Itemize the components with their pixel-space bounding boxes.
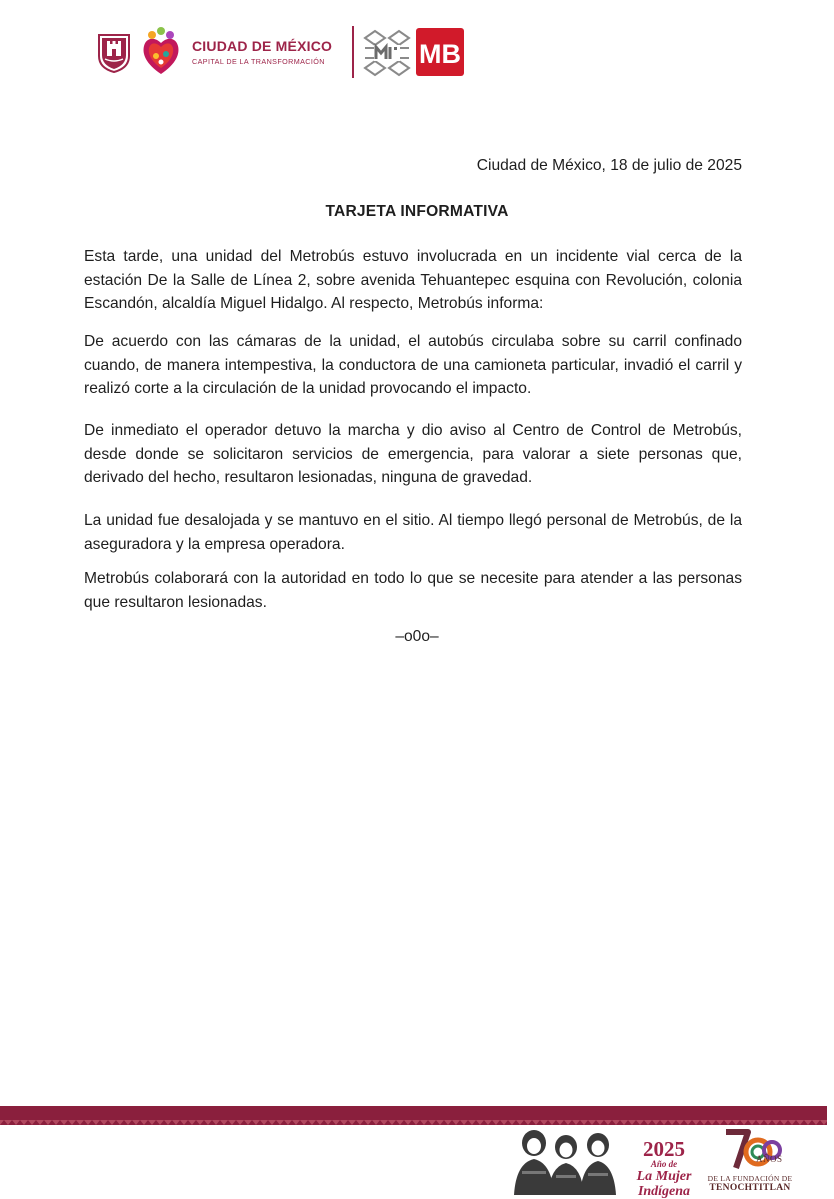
- paragraph-4: La unidad fue desalojada y se mantuvo en el sitio. Al tiempo llegó personal de Metrobús, de la aseguradora y la empresa operadora.: [84, 512, 742, 553]
- footer-bar: [0, 1106, 827, 1120]
- year-line-1: Año de: [650, 1159, 678, 1169]
- year-of-indigenous-woman: [634, 1138, 694, 1199]
- city-subtitle: CAPITAL DE LA TRANSFORMACIÓN: [192, 57, 325, 66]
- cdmx-heart-logo-icon: [140, 26, 182, 78]
- cdmx-coat-of-arms-icon: [96, 32, 132, 74]
- metrobus-logo-text: MB: [419, 39, 461, 69]
- paragraph-3: De inmediato el operador detuvo la marcha y dio aviso al Centro de Control de Metrobús, desde donde se solicitaron servicios de emergencia, para valorar a siete personas que, derivado del hecho, resultaron lesionadas, ninguna de gravedad.: [84, 422, 742, 486]
- tenochtitlan-anniversary-logo: [702, 1128, 798, 1196]
- cdmx-wordmark: [192, 38, 332, 66]
- header-logos: [94, 24, 474, 82]
- paragraph-2: De acuerdo con las cámaras de la unidad, el autobús circulaba sobre su carril confinado cuando, de manera intempestiva, la conductora de una camioneta particular, invadió el carril y realizó corte a la circulación de la unidad provocando el impacto.: [84, 333, 742, 397]
- closing-mark: –o0o–: [395, 628, 439, 645]
- document-date: Ciudad de México, 18 de julio de 2025: [476, 157, 742, 174]
- indigenous-women-illustration-icon: [504, 1125, 632, 1195]
- metrobus-logo: [416, 28, 464, 76]
- document-title: TARJETA INFORMATIVA: [325, 203, 509, 220]
- paragraph-5: Metrobús colaborará con la autoridad en todo lo que se necesite para atender a las personas que resultaron lesionadas.: [84, 570, 742, 611]
- metro-logo-icon: [362, 28, 412, 78]
- footer-pattern: [0, 1120, 827, 1125]
- header-divider: [352, 26, 354, 78]
- metrobus-mark-icon: [416, 28, 464, 76]
- year-number: 2025: [643, 1137, 685, 1161]
- anniversary-line-2: TENOCHTITLAN: [709, 1183, 791, 1193]
- year-line-3: Indígena: [637, 1184, 691, 1199]
- seventy-emblem-icon: [722, 1128, 782, 1172]
- year-line-2: La Mujer: [636, 1169, 692, 1184]
- paragraph-1: Esta tarde, una unidad del Metrobús estuvo involucrada en un incidente vial cerca de la estación De la Salle de Línea 2, sobre avenida Tehuantepec esquina con Revolución, colonia Escandón, alcaldía Miguel Hidalgo. Al respecto, Metrobús informa:: [84, 248, 742, 312]
- anniversary-line-1: DE LA FUNDACIÓN DE: [707, 1174, 793, 1183]
- city-title: CIUDAD DE MÉXICO: [192, 38, 333, 54]
- anniversary-anos: AÑOS: [756, 1154, 783, 1164]
